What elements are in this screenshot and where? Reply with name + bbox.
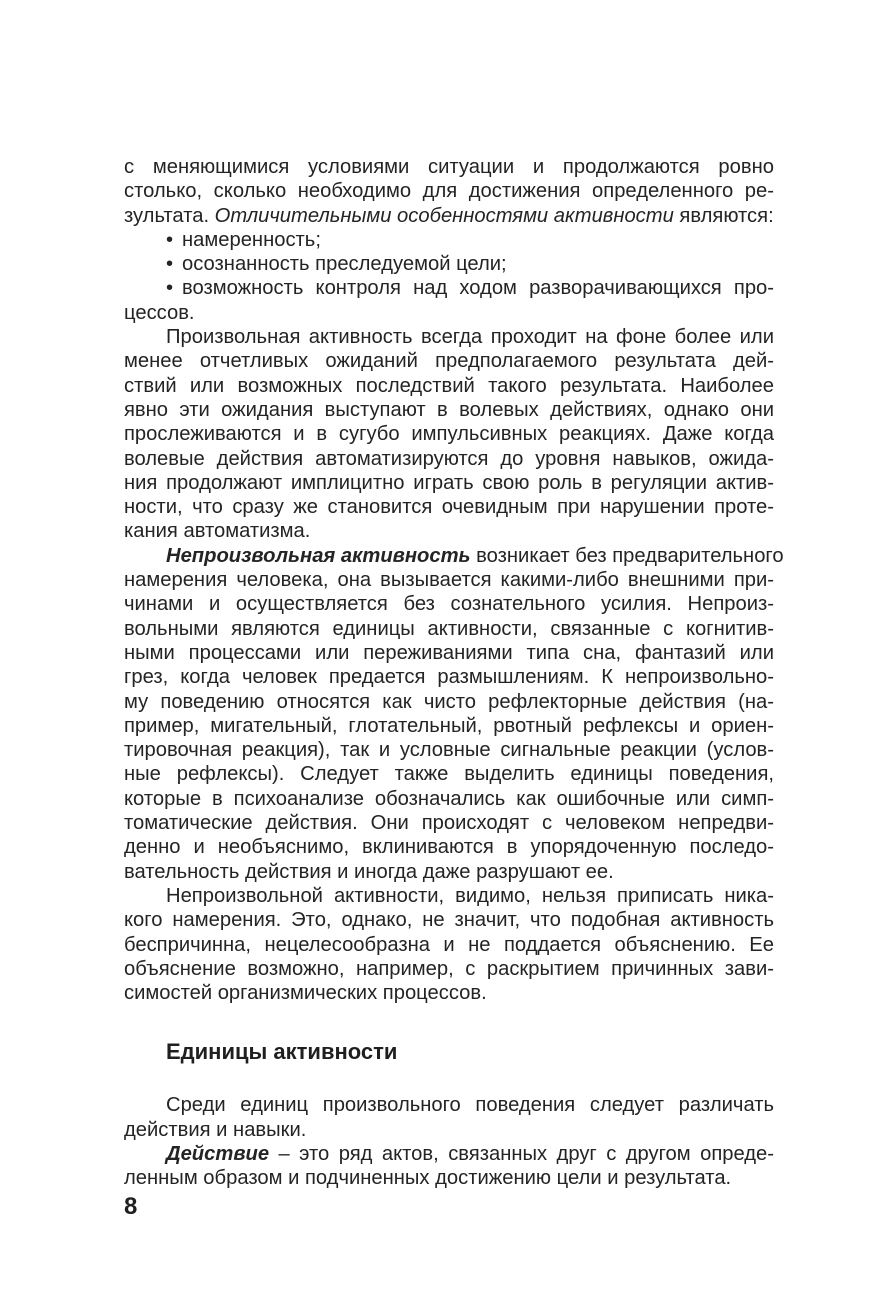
paragraph-units [124, 1093, 774, 1142]
list-item-text: намеренность; [182, 228, 321, 251]
text-line: прослеживаются и в сугубо импульсивных реакциях. Даже когда [124, 423, 774, 446]
text-line: явно эти ожидания выступают в волевых действиях, однако они [124, 398, 774, 421]
list-item [124, 276, 774, 300]
text-line: действия и навыки. [124, 1118, 307, 1141]
text-span: – это ряд актов, связанных друг с другом опреде- [269, 1142, 774, 1165]
section-heading: Единицы активности [166, 1039, 398, 1065]
list-item [124, 252, 774, 276]
text-line [124, 544, 784, 568]
paragraph-involuntary [124, 544, 784, 884]
text-line: с меняющимися условиями ситуации и продолжаются ровно [124, 156, 774, 178]
text-line: денно и необъяснимо, вклиниваются в упорядоченную последо- [124, 836, 774, 859]
text-span: возникает без предварительного [470, 544, 784, 567]
bullet-icon: • [166, 228, 174, 251]
bullet-icon: • [166, 253, 174, 276]
text-span: являются: [673, 204, 774, 227]
text-line: ния продолжают имплицитно играть свою роль в регуляции актив- [124, 471, 774, 494]
spacer [124, 1005, 774, 1039]
text-line: ствий или возможных последствий такого результата. Наиболее [124, 374, 774, 397]
text-line: вательность действия и иногда даже разрушают ее. [124, 860, 614, 883]
paragraph-action [124, 1142, 774, 1191]
text-line: чинами и осуществляется без сознательного усилия. Непроиз- [124, 593, 774, 616]
text-line: которые в психоанализе обозначались как ошибочные или симп- [124, 787, 774, 810]
text-line: Среди единиц произвольного поведения следует различать [166, 1094, 774, 1117]
paragraph-involuntary-intent [124, 884, 774, 1005]
text-line: ности, что сразу же становится очевидным при нарушении проте- [124, 496, 774, 519]
page-number: 8 [124, 1193, 138, 1220]
text-line: пример, мигательный, глотательный, рвотный рефлексы и ориен- [124, 714, 774, 737]
text-line: тировочная реакция), так и условные сигнальные реакции (услов- [124, 739, 774, 762]
list-item-text: возможность контроля над ходом разворачивающихся про- [182, 277, 774, 300]
paragraph-voluntary [124, 325, 774, 544]
text-line: му поведению относятся как чисто рефлекторные действия (на- [124, 690, 774, 713]
list-item [124, 228, 774, 252]
text-line: ными процессами или переживаниями типа сна, фантазий или [124, 641, 774, 664]
text-line: объяснение возможно, например, с раскрытием причинных зави- [124, 957, 774, 980]
text-line: намерения человека, она вызывается какими-либо внешними при- [124, 569, 774, 592]
text-line: томатические действия. Они происходят с человеком непредви- [124, 812, 774, 835]
text-span: зультата. [124, 204, 215, 227]
text-line: Произвольная активность всегда проходит на фоне более или [166, 326, 774, 349]
text-line: ные рефлексы). Следует также выделить единицы поведения, [124, 763, 774, 786]
text-line: грез, когда человек предается размышлениям. К непроизвольно- [124, 666, 774, 689]
text-line: кания автоматизма. [124, 520, 311, 543]
text-line [124, 204, 774, 228]
bold-italic-term: Действие [166, 1142, 270, 1165]
page-body [124, 155, 784, 1191]
list-item-continuation: цессов. [124, 301, 195, 324]
text-line: волевые действия автоматизируются до уровня навыков, ожида- [124, 447, 774, 470]
text-line: Непроизвольной активности, видимо, нельзя приписать ника- [166, 884, 774, 907]
text-line: беспричинна, нецелесообразна и не поддается объяснению. Ее [124, 933, 774, 956]
bullet-icon: • [166, 277, 174, 300]
paragraph-intro [124, 155, 774, 228]
text-line: вольными являются единицы активности, связанные с когнитив- [124, 617, 774, 640]
text-line [124, 1142, 774, 1166]
text-line: столько, сколько необходимо для достижения определенного ре- [124, 180, 774, 203]
bold-italic-term: Непроизвольная активность [166, 544, 471, 567]
text-line: симостей организмических процессов. [124, 982, 487, 1005]
spacer [124, 1065, 774, 1093]
text-line: ленным образом и подчиненных достижению цели и результата. [124, 1167, 732, 1190]
text-line: кого намерения. Это, однако, не значит, что подобная активность [124, 909, 774, 932]
list-item-text: осознанность преследуемой цели; [182, 253, 507, 276]
bullet-list [124, 228, 774, 325]
italic-term: Отличительными особенностями активности [214, 204, 674, 227]
text-line: менее отчетливых ожиданий предполагаемого результата дей- [124, 350, 774, 373]
